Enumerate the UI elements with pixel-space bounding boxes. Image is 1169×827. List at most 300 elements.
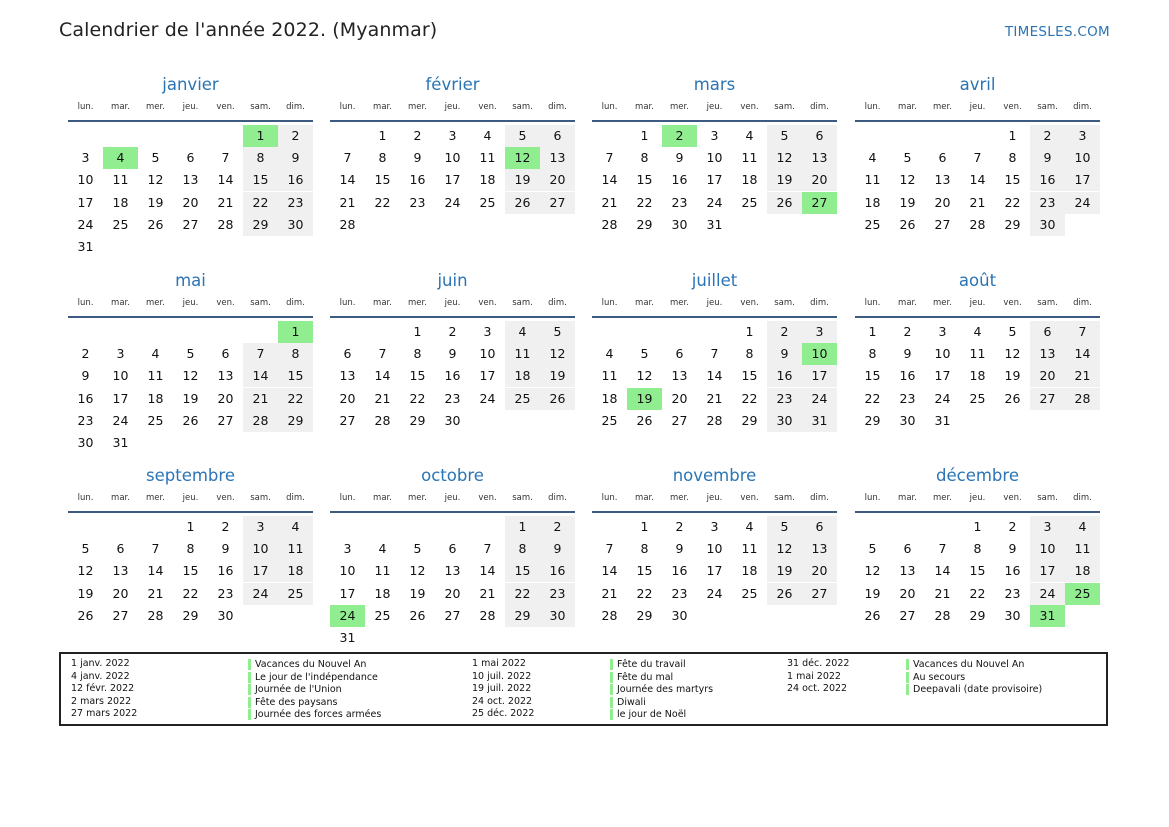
weekday-label: sam. <box>1037 298 1058 308</box>
weekday-header <box>330 292 575 318</box>
day-cell: 30 <box>540 605 575 627</box>
weekday-header <box>855 487 1100 513</box>
day-cell: 8 <box>640 150 649 166</box>
day-cell: 23 <box>77 412 94 428</box>
day-cell: 29 <box>969 607 986 623</box>
day-cell: 25 <box>278 583 313 605</box>
day-cell: 16 <box>671 172 688 188</box>
day-cell: 18 <box>147 390 164 406</box>
day-cell: 13 <box>112 563 129 579</box>
legend-holiday-name: Vacances du Nouvel An <box>906 659 1024 670</box>
day-cell: 20 <box>671 390 688 406</box>
weekday-label: ven. <box>478 493 497 503</box>
month-title: avril <box>959 75 996 94</box>
day-cell: 28 <box>934 607 951 623</box>
day-grid <box>855 122 1100 254</box>
day-cell: 25 <box>864 216 881 232</box>
day-cell: 2 <box>413 128 422 143</box>
day-cell: 26 <box>147 216 164 232</box>
day-cell: 20 <box>540 169 575 191</box>
legend-date: 1 mai 2022 <box>472 658 526 669</box>
day-cell: 2 <box>767 321 802 343</box>
weekday-label: sam. <box>250 102 271 112</box>
day-cell: 9 <box>81 368 90 384</box>
day-cell: 16 <box>1030 169 1065 191</box>
day-grid <box>68 513 313 645</box>
weekday-label: dim. <box>810 493 829 503</box>
day-cell: 7 <box>710 346 719 362</box>
day-cell: 23 <box>671 194 688 210</box>
day-cell: 8 <box>745 346 754 362</box>
day-cell: 13 <box>802 538 837 560</box>
day-cell: 30 <box>444 412 461 428</box>
day-cell: 15 <box>741 368 758 384</box>
weekday-label: sam. <box>774 493 795 503</box>
day-cell: 27 <box>671 412 688 428</box>
day-cell: 31 <box>77 239 94 254</box>
weekday-label: mer. <box>933 493 952 503</box>
day-cell: 20 <box>802 169 837 191</box>
day-cell: 12 <box>147 172 164 188</box>
day-cell: 14 <box>479 563 496 579</box>
day-cell: 16 <box>278 169 313 191</box>
day-cell: 2 <box>278 125 313 147</box>
day-cell: 19 <box>147 194 164 210</box>
weekday-label: mar. <box>898 493 917 503</box>
day-cell: 10 <box>479 346 496 362</box>
day-cell: 26 <box>505 192 540 214</box>
legend-date: 10 juil. 2022 <box>472 670 532 682</box>
day-cell: 12 <box>767 538 802 560</box>
day-cell: 18 <box>1065 560 1100 582</box>
day-cell: 7 <box>605 541 614 557</box>
day-cell: 2 <box>221 519 230 534</box>
day-cell: 14 <box>217 172 234 188</box>
month-title: décembre <box>936 466 1019 485</box>
day-cell: 7 <box>973 150 982 166</box>
day-cell: 23 <box>671 585 688 601</box>
day-cell: 25 <box>601 412 618 428</box>
day-cell: 29 <box>278 410 313 432</box>
day-cell: 8 <box>278 343 313 365</box>
day-cell: 21 <box>339 194 356 210</box>
day-cell: 16 <box>217 563 234 579</box>
day-cell: 6 <box>448 541 457 557</box>
day-cell: 8 <box>868 346 877 362</box>
day-cell: 24 <box>243 583 278 605</box>
day-cell: 10 <box>112 368 129 384</box>
day-cell: 17 <box>112 390 129 406</box>
day-cell: 22 <box>864 390 881 406</box>
month-block <box>68 74 313 254</box>
weekday-header <box>592 292 837 318</box>
day-cell: 28 <box>374 412 391 428</box>
holiday-day-cell: 24 <box>330 605 365 627</box>
legend-date: 24 oct. 2022 <box>472 695 533 707</box>
day-cell: 15 <box>969 563 986 579</box>
weekday-label: dim. <box>548 298 567 308</box>
month-block <box>68 465 313 645</box>
site-brand-link[interactable]: TIMESLES.COM <box>1004 24 1110 40</box>
day-cell: 30 <box>77 435 94 450</box>
day-cell: 21 <box>374 390 391 406</box>
day-cell: 20 <box>112 585 129 601</box>
day-cell: 13 <box>339 368 356 384</box>
weekday-label: ven. <box>216 298 235 308</box>
day-cell: 24 <box>444 194 461 210</box>
month-title: août <box>958 271 997 290</box>
month-block <box>330 270 575 450</box>
day-cell: 17 <box>706 563 723 579</box>
legend-holiday-name: Diwali <box>610 697 646 708</box>
day-cell: 6 <box>938 150 947 166</box>
holiday-day-cell: 2 <box>662 125 697 147</box>
day-cell: 11 <box>601 368 618 384</box>
day-cell: 4 <box>745 519 754 534</box>
day-cell: 8 <box>413 346 422 362</box>
day-cell: 9 <box>1008 541 1017 557</box>
weekday-label: dim. <box>548 493 567 503</box>
day-cell: 21 <box>601 194 618 210</box>
weekday-label: sam. <box>1037 102 1058 112</box>
day-cell: 26 <box>864 607 881 623</box>
day-cell: 12 <box>77 563 94 579</box>
weekday-label: mar. <box>111 102 130 112</box>
weekday-label: dim. <box>810 102 829 112</box>
day-cell: 9 <box>540 538 575 560</box>
day-cell: 24 <box>1065 192 1100 214</box>
legend-holiday-name: le jour de Noël <box>610 709 686 720</box>
day-cell: 21 <box>934 585 951 601</box>
day-cell: 8 <box>505 538 540 560</box>
legend-date: 1 mai 2022 <box>787 670 841 682</box>
holiday-day-cell: 19 <box>627 388 662 410</box>
weekday-label: sam. <box>774 298 795 308</box>
day-cell: 12 <box>540 343 575 365</box>
day-cell: 26 <box>636 412 653 428</box>
weekday-label: mar. <box>373 298 392 308</box>
day-cell: 12 <box>767 147 802 169</box>
day-cell: 6 <box>675 346 684 362</box>
day-cell: 1 <box>186 519 195 534</box>
day-cell: 29 <box>243 214 278 236</box>
weekday-label: mer. <box>670 493 689 503</box>
day-cell: 7 <box>605 150 614 166</box>
day-cell: 23 <box>217 585 234 601</box>
day-cell: 25 <box>147 412 164 428</box>
day-cell: 27 <box>934 216 951 232</box>
day-cell: 29 <box>636 607 653 623</box>
day-cell: 25 <box>505 388 540 410</box>
day-cell: 30 <box>899 412 916 428</box>
day-cell: 28 <box>339 216 356 232</box>
day-cell: 1 <box>1008 128 1017 143</box>
day-cell: 6 <box>1030 321 1065 343</box>
day-cell: 9 <box>221 541 230 557</box>
day-cell: 10 <box>77 172 94 188</box>
weekday-label: jeu. <box>444 493 461 503</box>
day-cell: 2 <box>903 324 912 339</box>
day-cell: 23 <box>278 192 313 214</box>
day-cell: 12 <box>636 368 653 384</box>
day-cell: 27 <box>540 192 575 214</box>
day-cell: 8 <box>640 541 649 557</box>
day-cell: 11 <box>374 563 391 579</box>
day-cell: 27 <box>802 583 837 605</box>
day-cell: 20 <box>182 194 199 210</box>
day-cell: 15 <box>864 368 881 384</box>
weekday-label: ven. <box>1003 298 1022 308</box>
month-title: septembre <box>146 466 235 485</box>
day-cell: 30 <box>767 410 802 432</box>
day-cell: 9 <box>675 150 684 166</box>
day-cell: 9 <box>903 346 912 362</box>
weekday-label: sam. <box>1037 493 1058 503</box>
day-cell: 17 <box>444 172 461 188</box>
day-cell: 29 <box>741 412 758 428</box>
day-cell: 10 <box>706 150 723 166</box>
day-cell: 26 <box>182 412 199 428</box>
day-cell: 24 <box>112 412 129 428</box>
legend-date: 4 janv. 2022 <box>71 670 130 682</box>
weekday-label: lun. <box>77 493 94 503</box>
day-cell: 19 <box>505 169 540 191</box>
holiday-day-cell: 12 <box>505 147 540 169</box>
weekday-label: lun. <box>339 298 356 308</box>
day-cell: 4 <box>973 324 982 339</box>
month-title: mai <box>175 271 206 290</box>
day-cell: 13 <box>1030 343 1065 365</box>
day-cell: 22 <box>1004 194 1021 210</box>
day-cell: 15 <box>374 172 391 188</box>
day-cell: 28 <box>706 412 723 428</box>
day-cell: 14 <box>1065 343 1100 365</box>
legend-holiday-name: Fête du travail <box>610 659 686 670</box>
day-cell: 5 <box>413 541 422 557</box>
day-cell: 16 <box>1004 563 1021 579</box>
weekday-label: jeu. <box>182 102 199 112</box>
day-cell: 30 <box>278 214 313 236</box>
day-cell: 3 <box>1065 125 1100 147</box>
day-cell: 19 <box>77 585 94 601</box>
day-cell: 21 <box>217 194 234 210</box>
day-cell: 16 <box>540 560 575 582</box>
day-cell: 9 <box>675 541 684 557</box>
day-grid <box>592 122 837 254</box>
day-cell: 12 <box>899 172 916 188</box>
weekday-label: mar. <box>373 102 392 112</box>
day-cell: 4 <box>1065 516 1100 538</box>
day-cell: 22 <box>969 585 986 601</box>
day-cell: 20 <box>444 585 461 601</box>
day-cell: 14 <box>601 563 618 579</box>
day-cell: 13 <box>802 147 837 169</box>
day-cell: 4 <box>483 128 492 143</box>
day-cell: 13 <box>182 172 199 188</box>
day-cell: 18 <box>278 560 313 582</box>
day-cell: 14 <box>339 172 356 188</box>
day-cell: 18 <box>864 194 881 210</box>
day-grid <box>592 318 837 450</box>
day-cell: 26 <box>1004 390 1021 406</box>
day-cell: 27 <box>217 412 234 428</box>
day-cell: 28 <box>1065 388 1100 410</box>
day-cell: 4 <box>278 516 313 538</box>
weekday-header <box>68 96 313 122</box>
weekday-label: lun. <box>339 493 356 503</box>
day-cell: 19 <box>409 585 426 601</box>
day-cell: 16 <box>77 390 94 406</box>
day-cell: 19 <box>899 194 916 210</box>
day-cell: 8 <box>973 541 982 557</box>
day-cell: 20 <box>934 194 951 210</box>
day-cell: 1 <box>745 324 754 339</box>
day-grid <box>68 318 313 450</box>
day-cell: 25 <box>969 390 986 406</box>
day-cell: 1 <box>413 324 422 339</box>
day-cell: 22 <box>636 585 653 601</box>
legend-holiday-name: Au secours <box>906 672 965 683</box>
weekday-label: ven. <box>740 493 759 503</box>
day-cell: 20 <box>899 585 916 601</box>
day-cell: 11 <box>969 346 986 362</box>
day-cell: 11 <box>1065 538 1100 560</box>
day-cell: 18 <box>601 390 618 406</box>
day-cell: 19 <box>864 585 881 601</box>
day-cell: 9 <box>1030 147 1065 169</box>
legend-holiday-name: Journée des martyrs <box>610 684 713 695</box>
weekday-label: ven. <box>1003 493 1022 503</box>
day-cell: 3 <box>483 324 492 339</box>
day-cell: 14 <box>601 172 618 188</box>
day-cell: 29 <box>505 605 540 627</box>
day-cell: 10 <box>706 541 723 557</box>
day-cell: 21 <box>147 585 164 601</box>
holiday-day-cell: 25 <box>1065 583 1100 605</box>
day-cell: 15 <box>409 368 426 384</box>
day-cell: 1 <box>640 519 649 534</box>
day-cell: 6 <box>116 541 125 557</box>
day-cell: 24 <box>479 390 496 406</box>
day-cell: 11 <box>505 343 540 365</box>
weekday-label: lun. <box>339 102 356 112</box>
day-cell: 22 <box>182 585 199 601</box>
weekday-label: mar. <box>635 298 654 308</box>
day-cell: 7 <box>221 150 230 166</box>
weekday-label: mer. <box>670 298 689 308</box>
month-title: octobre <box>421 466 484 485</box>
day-cell: 14 <box>243 365 278 387</box>
day-cell: 19 <box>182 390 199 406</box>
day-cell: 14 <box>934 563 951 579</box>
day-cell: 29 <box>409 412 426 428</box>
weekday-label: sam. <box>512 298 533 308</box>
day-cell: 19 <box>540 365 575 387</box>
weekday-label: lun. <box>77 298 94 308</box>
weekday-label: mer. <box>146 493 165 503</box>
day-grid <box>68 122 313 254</box>
weekday-label: mar. <box>111 298 130 308</box>
weekday-label: lun. <box>864 102 881 112</box>
day-cell: 1 <box>505 516 540 538</box>
day-cell: 8 <box>186 541 195 557</box>
day-cell: 3 <box>938 324 947 339</box>
day-cell: 30 <box>217 607 234 623</box>
day-cell: 25 <box>741 585 758 601</box>
day-cell: 22 <box>741 390 758 406</box>
day-cell: 24 <box>1030 583 1065 605</box>
day-cell: 22 <box>243 192 278 214</box>
day-cell: 1 <box>973 519 982 534</box>
weekday-label: mer. <box>670 102 689 112</box>
day-cell: 17 <box>802 365 837 387</box>
legend-holiday-name: Le jour de l'indépendance <box>248 672 378 683</box>
day-cell: 5 <box>151 150 160 166</box>
weekday-label: sam. <box>512 493 533 503</box>
day-grid <box>855 513 1100 645</box>
day-cell: 6 <box>221 346 230 362</box>
day-cell: 23 <box>1004 585 1021 601</box>
weekday-label: mar. <box>635 102 654 112</box>
day-cell: 2 <box>81 346 90 362</box>
day-cell: 16 <box>409 172 426 188</box>
holiday-day-cell: 4 <box>103 147 138 169</box>
day-cell: 13 <box>540 147 575 169</box>
day-cell: 7 <box>378 346 387 362</box>
day-cell: 17 <box>339 585 356 601</box>
day-cell: 4 <box>378 541 387 557</box>
day-cell: 3 <box>81 150 90 166</box>
day-cell: 3 <box>710 519 719 534</box>
day-cell: 9 <box>448 346 457 362</box>
day-cell: 16 <box>767 365 802 387</box>
day-cell: 18 <box>505 365 540 387</box>
day-cell: 31 <box>112 435 129 450</box>
weekday-label: jeu. <box>969 102 986 112</box>
day-cell: 6 <box>802 125 837 147</box>
weekday-label: dim. <box>286 493 305 503</box>
holiday-day-cell: 27 <box>802 192 837 214</box>
day-cell: 26 <box>767 192 802 214</box>
legend-holiday-name: Journée des forces armées <box>248 709 381 720</box>
day-cell: 2 <box>1030 125 1065 147</box>
day-cell: 31 <box>706 216 723 232</box>
day-cell: 22 <box>409 390 426 406</box>
day-grid <box>592 513 837 645</box>
weekday-header <box>855 96 1100 122</box>
day-cell: 12 <box>182 368 199 384</box>
day-cell: 13 <box>671 368 688 384</box>
day-cell: 6 <box>903 541 912 557</box>
weekday-header <box>592 487 837 513</box>
day-cell: 21 <box>479 585 496 601</box>
day-cell: 4 <box>868 150 877 166</box>
month-block <box>330 74 575 254</box>
weekday-label: jeu. <box>182 298 199 308</box>
weekday-label: mar. <box>111 493 130 503</box>
day-cell: 17 <box>479 368 496 384</box>
weekday-label: mar. <box>898 298 917 308</box>
day-cell: 10 <box>444 150 461 166</box>
day-cell: 26 <box>409 607 426 623</box>
day-cell: 27 <box>1030 388 1065 410</box>
weekday-label: sam. <box>250 298 271 308</box>
day-cell: 14 <box>969 172 986 188</box>
day-cell: 1 <box>640 128 649 143</box>
day-cell: 4 <box>505 321 540 343</box>
weekday-label: dim. <box>1073 102 1092 112</box>
weekday-label: mer. <box>408 102 427 112</box>
